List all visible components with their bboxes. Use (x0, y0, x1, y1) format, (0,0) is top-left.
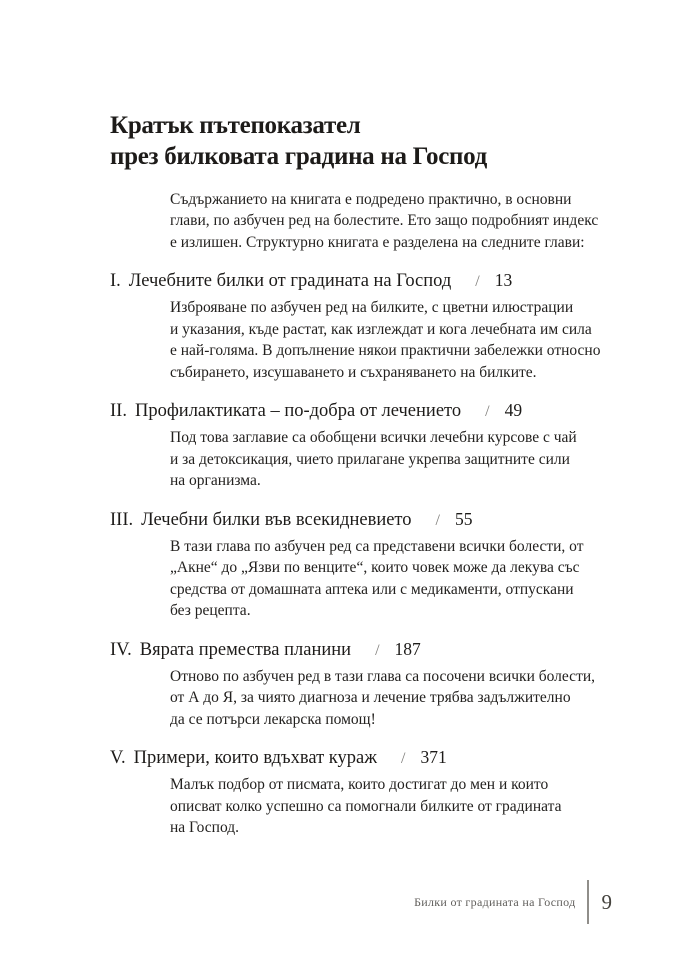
toc-section-3 (110, 507, 650, 622)
section-title: Лечебните билки от градината на Господ (128, 271, 452, 291)
desc-line: Под това заглавие са обобщени всички лечебни курсове с чай (170, 429, 577, 446)
section-description (170, 297, 650, 383)
intro-line: Съдържанието на книгата е подредено практично, в основни (170, 190, 572, 208)
section-page-number: 13 (494, 270, 513, 290)
slash-separator: / (435, 511, 440, 529)
intro-line: е излишен. Структурно книгата е разделена на следните глави: (170, 233, 585, 251)
section-header (110, 398, 650, 424)
desc-line: и указания, къде растат, как изглеждат и кога лечебната им сила (170, 320, 592, 338)
page-footer (110, 880, 612, 924)
section-numeral: II. (110, 401, 127, 421)
toc-section-1 (110, 268, 650, 383)
section-numeral: IV. (110, 639, 132, 660)
section-title: Примери, които вдъхват кураж (133, 748, 378, 768)
section-page-number: 187 (394, 638, 421, 659)
desc-line: събирането, изсушаването и съхраняването на билките. (170, 363, 537, 381)
section-numeral: I. (110, 271, 121, 291)
desc-line: без рецепта. (170, 602, 251, 619)
slash-separator: / (375, 641, 380, 659)
section-header (110, 745, 650, 771)
section-description (170, 774, 650, 839)
desc-line: на организма. (170, 472, 261, 489)
running-title: Билки от градината на Господ (414, 894, 576, 909)
toc-section-2 (110, 398, 650, 492)
desc-line: Малък подбор от писмата, които достигат до мен и които (170, 776, 549, 793)
desc-line: на Господ. (170, 819, 240, 836)
slash-separator: / (485, 403, 490, 420)
page-content (110, 93, 650, 839)
page-number: 9 (601, 889, 612, 914)
section-page-number: 55 (454, 508, 473, 529)
intro-line: глави, по азбучен ред на болестите. Ето защо подробният индекс (170, 212, 599, 229)
page-title (110, 110, 650, 172)
toc-section-5 (110, 745, 650, 839)
desc-line: е най-голяма. В допълнение някои практични забележки относно (170, 342, 601, 359)
section-header (110, 268, 650, 294)
page-title-line-2: през билковата градина на Господ (110, 142, 487, 170)
desc-line: Отново по азбучен ред в тази глава са посочени всички болести, (170, 667, 596, 685)
section-numeral: V. (110, 748, 126, 768)
section-title: Лечебни билки във всекидневието (141, 509, 412, 530)
section-numeral: III. (110, 509, 134, 530)
page-title-line-1: Кратък пътепоказател (110, 111, 361, 139)
section-page-number: 371 (420, 747, 447, 767)
desc-line: от А до Я, за чиято диагноза и лечение трябва задължително (170, 689, 571, 706)
desc-line: да се потърси лекарска помощ! (170, 710, 376, 728)
desc-line: Изброяване по азбучен ред на билките, с цветни илюстрации (170, 299, 574, 316)
desc-line: „Акне“ до „Язви по венците“, които човек може да лекува със (170, 559, 580, 576)
section-header (110, 507, 650, 533)
desc-line: В тази глава по азбучен ред са представени всички болести, от (170, 537, 584, 555)
section-header (110, 637, 650, 663)
desc-line: средства от домашната аптека или с медикаменти, отпускани (170, 580, 574, 598)
slash-separator: / (475, 273, 480, 290)
desc-line: и за детоксикация, чието прилагане укрепва защитните сили (170, 450, 570, 468)
section-title: Вярата премества планини (139, 639, 352, 660)
desc-line: описват колко успешно са помогнали билките от градината (170, 797, 562, 815)
intro-paragraph (170, 189, 650, 254)
section-title: Профилактиката – по-добра от лечението (134, 401, 462, 421)
section-description (170, 427, 650, 492)
section-description (170, 536, 650, 622)
section-page-number: 49 (504, 400, 523, 420)
section-description (170, 666, 650, 731)
toc-section-4 (110, 637, 650, 731)
footer-divider (587, 880, 589, 924)
slash-separator: / (401, 750, 406, 767)
